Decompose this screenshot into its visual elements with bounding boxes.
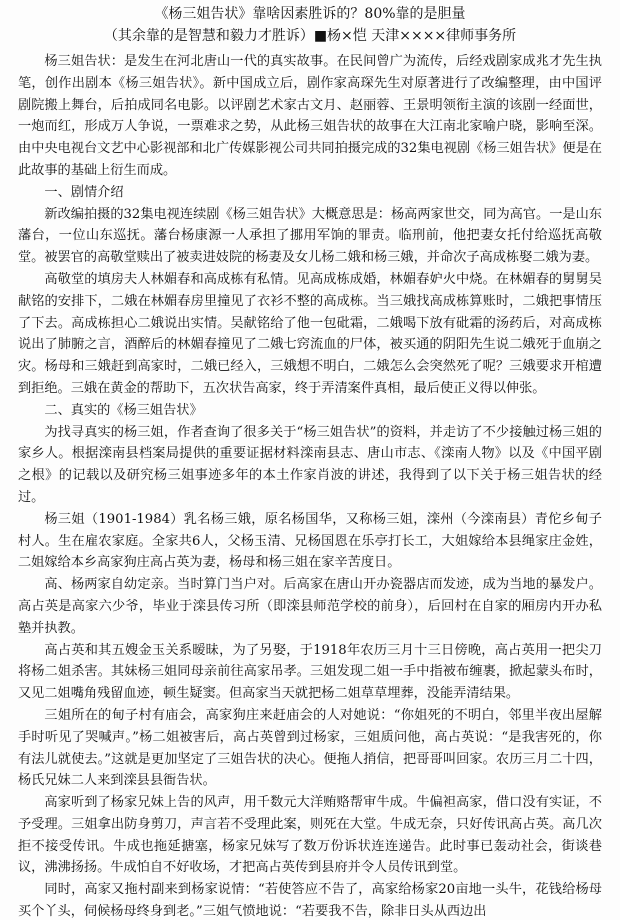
document-subtitle: （其余靠的是智慧和毅力才胜诉）■杨×恺 天津××××律师事务所 [103,28,517,44]
paragraph-intro: 杨三姐告状：是发生在河北唐山一代的真实故事。在民间曾广为流传，后经戏剧家成兆才先生执笔，创作出剧本《杨三姐告状》。新中国成立后，剧作家高琛先生对原著进行了改编整理，由中国评剧院搬上舞台，后拍成同名电影。以评剧艺术家古文月、赵丽蓉、王景明领衔主演的该剧一经面世，一炮而红，形成万人争说，一票难求之势，从此杨三姐告状的故事在大江南北家喻户晓，影响至深。由中央电视台文艺中心影视部和北广传媒影视公司共同拍摄完成的32集电视剧《杨三姐告状》便是在此故事的基础上衍生而成。 [18,54,602,178]
document-title: 《杨三姐告状》靠啥因素胜诉的？80%靠的是胆量 [154,6,466,22]
paragraph-plot-1: 新改编拍摄的32集电视连续剧《杨三姐告状》大概意思是：杨高两家世交，同为高官。一是山东藩台，一位山东巡抚。藩台杨康源一人承担了挪用军饷的罪责。临刑前，他把妻女托付给巡抚高敬堂。被罢官的高敬堂赎出了被卖进妓院的杨妻及女儿杨二娥和杨三娥，并命次子高成栋娶二娥为妻。 [18,206,602,266]
paragraph-families: 高、杨两家自幼定亲。当时算门当户对。后高家在唐山开办瓷器店而发迹，成为当地的暴发户。高占英是高家六少爷，毕业于滦县传习所（即滦县师范学校的前身），后回村在自家的厢房内开办私塾并执教。 [18,577,602,636]
paragraph-persuasion: 同时，高家又拖村副来到杨家说情：“若使答应不告了，高家给杨家20亩地一头牛，花钱给杨母买个丫头，伺候杨母终身到老。”三姐气愤地说：“若要我不告，除非日头从西边出 [18,882,602,920]
paragraph-murder: 高占英和其五嫂金玉关系暧昧，为了另娶，于1918年农历三月十三日傍晚，高占英用一把尖刀将杨二姐杀害。其妹杨三姐同母亲前往高家吊孝。三姐发现二姐一手中指被布缠裹，掀起蒙头布时，又见二姐嘴角残留血迹，顿生疑窦。但高家当天就把杨二姐草草埋葬，没能弄清结果。 [18,642,602,702]
section-heading-plot: 一、剧情介绍 [44,184,124,200]
paragraph-biography: 杨三姐（1901-1984）乳名杨三娥，原名杨国华，又称杨三姐，滦州（今滦南县）青佗乡甸子村人。生在雇农家庭。全家共6人，父杨玉清、兄杨国恩在乐亭打长工，大姐嫁给本县绳家庄金姓，二姐嫁给本乡高家狗庄高占英为妻，杨母和杨三姐在家辛苦度日。 [18,511,602,571]
paragraph-plot-2: 高敬堂的填房夫人林媚春和高成栋有私情。见高成栋成婚，林媚春妒火中烧。在林媚春的舅舅吴献铭的安排下，二娥在林媚春房里撞见了衣衫不整的高成栋。当三娥找高成栋算账时，二娥把事情压了下去。高成栋担心二娥说出实情。吴献铭给了他一包砒霜，二娥喝下放有砒霜的汤药后，对高成栋说出了肺腑之言，酒醉后的林媚春撞见了二娥七窍流血的尸体，被买通的阴阳先生说二娥死于血崩之灾。杨母和三娥赶到高家时，二娥已经入，三娥想不明白，二娥怎么会突然死了呢？三娥要求开棺遭到拒绝。三娥在黄金的帮助下，五次状告高家，终于弄清案件真相，最后使正义得以伸张。 [18,271,602,396]
paragraph-bribery: 高家听到了杨家兄妹上告的风声，用千数元大洋贿赂帮审牛成。牛偏袒高家，借口没有实证，不予受理。三姐拿出防身剪刀，声言若不受理此案，则死在大堂。牛成无奈，只好传讯高占英。高几次拒不接受传讯。牛成也拖延搪塞，杨家兄妹写了数万份诉状连连递告。此时事已轰动社会，街谈巷议，沸沸扬扬。牛成怕自不好收场，才把高占英传到县府并令人员传讯到堂。 [18,795,602,876]
paragraph-sources: 为找寻真实的杨三姐，作者查询了很多关于“杨三姐告状”的资料，并走访了不少接触过杨三姐的家乡人。根据滦南县档案局提供的重要证据材料滦南县志、唐山市志、《滦南人物》以及《中国平剧之根》的记载以及研究杨三姐事迹多年的本土作家肖波的讲述，我得到了以下关于杨三姐告状的经过。 [18,424,602,505]
paragraph-temple-fair: 三姐所在的甸子村有庙会，高家狗庄来赶庙会的人对她说：“你姐死的不明白，邻里半夜出屋解手时听见了哭喊声。”杨二姐被害后，高占英曾到过杨家，三姐质问他，高占英说：“是我害死的，你有法儿就使去。”这就是更加坚定了三姐告状的决心。便拖人捎信，把哥哥叫回家。农历三月二十四，杨氏兄妹二人来到滦县县衙告状。 [18,707,602,789]
section-heading-true-story: 二、真实的《杨三姐告状》 [44,402,203,418]
